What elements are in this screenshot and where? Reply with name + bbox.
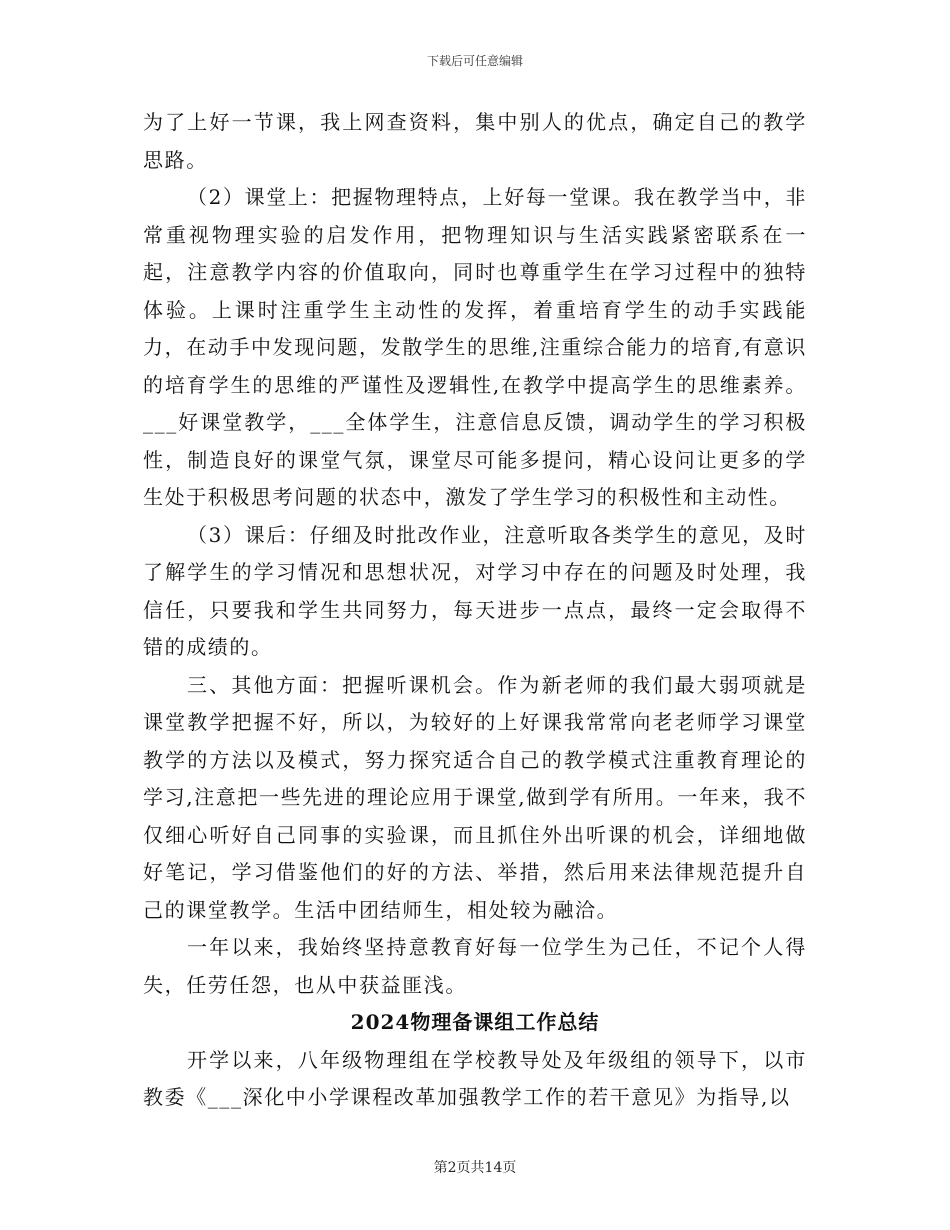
section-title: 2024物理备课组工作总结 [350,1010,600,1034]
page-footer: 第2页共14页 [433,1160,517,1176]
paragraph-conclusion: 一年以来，我始终坚持意教育好每一位学生为己任，不记个人得失，任劳任怨，也从中获益匪浅。 [143,935,807,997]
paragraph-in-class: （2）课堂上：把握物理特点，上好每一堂课。我在教学当中，非常重视物理实验的启发作用，把物理知识与生活实践紧密联系在一起，注意教学内容的价值取向，同时也尊重学生在学习过程中的独特体验。上课时注重学生主动性的发挥，着重培育学生的动手实践能力，在动手中发现问题，发散学生的思维,注重综合能力的培育,有意识的培育学生的思维的严谨性及逻辑性,在教学中提高学生的思维素养。___好课堂教学，___全体学生，注意信息反馈，调动学生的学习积极性，制造良好的课堂气氛，课堂尽可能多提问，精心设问让更多的学生处于积极思考问题的状态中，激发了学生学习的积极性和主动性。 [143,185,807,509]
paragraph-after-class: （3）课后：仔细及时批改作业，注意听取各类学生的意见，及时了解学生的学习情况和思想状况，对学习中存在的问题及时处理，我信任，只要我和学生共同努力，每天进步一点点，最终一定会取得不错的成绩的。 [143,522,807,659]
paragraph-continued: 为了上好一节课，我上网查资料，集中别人的优点，确定自己的教学思路。 [143,110,807,172]
section-paragraph: 开学以来，八年级物理组在学校教导处及年级组的领导下，以市教委《___深化中小学课程改革加强教学工作的若干意见》为指导,以 [143,1047,807,1109]
page-header: 下载后可任意编辑 [426,54,523,68]
paragraph-other-aspects: 三、其他方面：把握听课机会。作为新老师的我们最大弱项就是课堂教学把握不好，所以，为较好的上好课我常常向老老师学习课堂教学的方法以及模式，努力探究适合自己的教学模式注重教育理论的学习,注意把一些先进的理论应用于课堂,做到学有所用。一年来，我不仅细心听好自己同事的实验课，而且抓住外出听课的机会，详细地做好笔记，学习借鉴他们的好的方法、举措，然后用来法律规范提升自己的课堂教学。生活中团结师生，相处较为融洽。 [143,672,807,922]
document-body [143,104,807,1117]
